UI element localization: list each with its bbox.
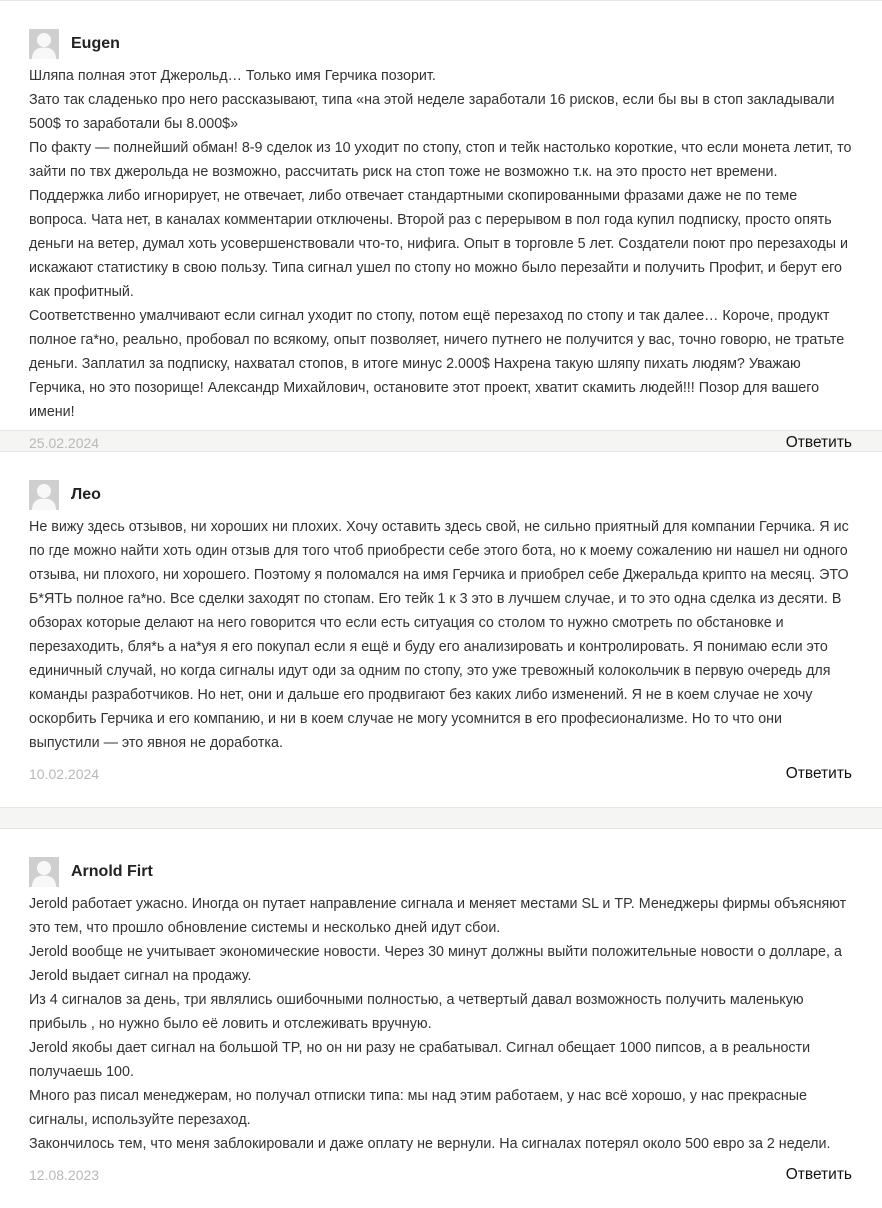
comment-paragraph: По факту — полнейший обман! 8-9 сделок из 10 уходит по стопу, стоп и тейк настолько короткие, что если монета летит, то зайти по твх джерольда не возможно, рассчитать риск на стоп тоже не возможно т.к. на это просто нет времени. Поддержка либо игнорирует, не отвечает, либо отвечает стандартными скопированными фразами даже не по теме вопроса. Чата нет, в каналах комментарии отключены. Второй раз с перерывом в пол года купил подписку, просто опять деньги на ветер, думал хоть усовершенствовали что-то, нифига. Опыт в торговле 5 лет. Создатели поют про перезаходы и искажают статистику в свою пользу. Типа сигнал ушел по стопу но можно было перезайти и получить Профит, и берут его как профитный. — [29, 140, 852, 300]
comment-header — [29, 856, 852, 887]
user-placeholder-icon — [29, 857, 59, 887]
comment-paragraph: Зато так сладенько про него рассказывают, типа «на этой неделе заработали 16 рисков, если бы вы в стоп закладывали 500$ то заработали бы 8.000$» — [29, 92, 835, 132]
comment-paragraph: Jerold работает ужасно. Иногда он путает направление сигнала и меняет местами SL и TP. Менеджеры фирмы объясняют это тем, что прошло обновление системы и несколько дней идут сбои. — [29, 896, 847, 936]
avatar — [29, 480, 59, 510]
comment-paragraph: Из 4 сигналов за день, три являлись ошибочными полностью, а четвертый давал возможность получить маленькую прибыль , но нужно было её ловить и отслеживать вручную. — [29, 992, 804, 1032]
reply-button[interactable]: Ответить — [785, 1166, 852, 1183]
reply-button[interactable]: Ответить — [785, 765, 852, 782]
comment-paragraph: Закончилось тем, что меня заблокировали и даже оплату не вернули. На сигналах потерял около 500 евро за 2 недели. — [29, 1136, 831, 1152]
comment-date: 10.02.2024 — [29, 766, 100, 782]
comment-header — [29, 479, 852, 510]
comment-date: 12.08.2023 — [29, 1167, 100, 1183]
comment-header — [29, 28, 852, 59]
user-placeholder-icon — [29, 480, 59, 510]
comment-body — [29, 892, 852, 1156]
avatar — [29, 857, 59, 887]
comment-body — [29, 515, 852, 755]
comment-paragraph: Много раз писал менеджерам, но получал отписки типа: мы над этим работаем, у нас всё хорошо, у нас прекрасные сигналы, используйте перезаход. — [29, 1088, 807, 1128]
comment-date: 25.02.2024 — [29, 435, 100, 451]
reply-button[interactable]: Ответить — [785, 434, 852, 451]
comment-separator — [0, 807, 882, 829]
comment-paragraph: Соответственно умалчивают если сигнал уходит по стопу, потом ещё перезаход по стопу и так далее… Короче, продукт полное га*но, реально, пробовал по всякому, опыт позволяет, ничего путнего не получится у вас, точно говорю, не тратьте деньги. Заплатил за подписку, нахватал стопов, в итоге минус 2.000$ Нахрена такую шляпу пихать людям? Уважаю Герчика, но это позорище! Александр Михайлович, остановите этот проект, хватит скамить людей!!! Позор для вашего имени! — [29, 308, 845, 420]
user-placeholder-icon — [29, 29, 59, 59]
comment-footer — [29, 763, 852, 785]
comment — [0, 452, 882, 807]
comment — [0, 1, 882, 451]
comment-author[interactable]: Arnold Firt — [71, 862, 153, 880]
comment-author[interactable]: Лео — [71, 485, 101, 503]
comment-paragraph: Jerold вообще не учитывает экономические новости. Через 30 минут должны выйти положительные новости о долларе, а Jerold выдает сигнал на продажу. — [29, 944, 842, 984]
comment-author[interactable]: Eugen — [71, 34, 120, 52]
comment — [0, 829, 882, 1208]
avatar — [29, 29, 59, 59]
comment-paragraph: Не вижу здесь отзывов, ни хороших ни плохих. Хочу оставить здесь свой, не сильно приятный для компании Герчика. Я ис по где можно найти хоть один отзыв для того чтоб приобрести себе этого бота, но к моему сожалению ни нашел ни одного отзыва, ни плохого, ни хорошего. Поэтому я поломался на имя Герчика и приобрел себе Джеральда крипто на месяц. ЭТО Б*ЯТЬ полное га*но. Все сделки заходят по стопам. Его тейк 1 к 3 это в лучшем случае, и то это одна сделка из десяти. В обзорах которые делают на него говорится что если есть ситуация со столом то нужно смотреть по обстановке и перезаходить, бля*ь а на*уя я его покупал если я ещё и буду его анализировать и контролировать. Я понимаю если это единичный случай, но когда сигналы идут оди за одним по стопу, это уже тревожный колокольчик в первую очередь для команды разработчиков. Но нет, они и дальше его продвигают без каких либо изменений. Я не в коем случае не хочу оскорбить Герчика и его компанию, и ни в коем случае не могу усомнится в его професионализме. Но то что они выпустили — это явноя не доработка. — [29, 519, 849, 751]
comment-paragraph: Jerold якобы дает сигнал на большой TP, но он ни разу не срабатывал. Сигнал обещает 1000 пипсов, а в реальности получаешь 100. — [29, 1040, 811, 1080]
comment-paragraph: Шляпа полная этот Джерольд… Только имя Герчика позорит. — [29, 68, 436, 84]
comment-footer — [29, 1164, 852, 1186]
comment-body — [29, 64, 852, 424]
comment-footer — [29, 432, 852, 454]
